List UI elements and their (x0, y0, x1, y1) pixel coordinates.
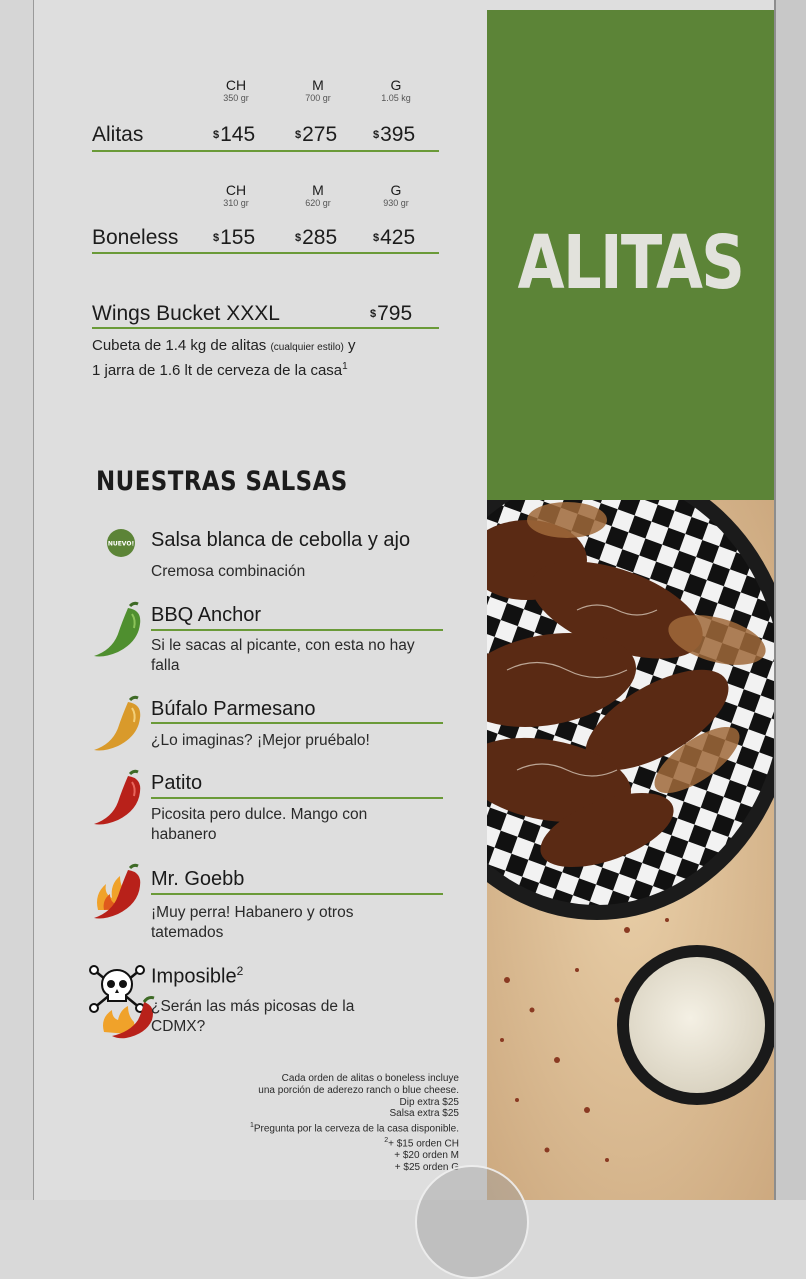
boneless-size-g (366, 183, 426, 209)
size-weight: 700 gr (305, 93, 331, 103)
alitas-size-g (366, 78, 426, 104)
new-badge-icon (106, 528, 136, 563)
yellow-chili-icon (92, 694, 148, 757)
size-label: G (390, 182, 402, 198)
alitas-size-m (288, 78, 348, 104)
wings-photo (487, 500, 774, 1200)
flaming-chili-icon (92, 862, 148, 925)
boneless-price-m: $285 (295, 226, 338, 249)
section-title: ALITAS (517, 220, 744, 306)
sauce-name: Salsa blanca de cebolla y ajo (151, 529, 411, 551)
size-weight: 930 gr (383, 198, 409, 208)
boneless-price-g: $425 (373, 226, 416, 249)
size-label: M (312, 77, 324, 93)
alitas-price-m: $275 (295, 123, 338, 146)
bucket-rule (92, 327, 439, 329)
alitas-price-g: $395 (373, 123, 416, 146)
size-weight: 310 gr (223, 198, 249, 208)
boneless-price-ch: $155 (213, 226, 256, 249)
sauce-rule (151, 797, 443, 799)
section-header-panel (487, 10, 774, 500)
alitas-size-ch (206, 78, 266, 104)
size-label: G (390, 77, 402, 93)
sauce-name: Patito (151, 772, 203, 794)
size-weight: 620 gr (305, 198, 331, 208)
salsas-title: NUESTRAS SALSAS (96, 466, 348, 497)
green-chili-icon (92, 600, 148, 663)
size-label: CH (225, 182, 247, 198)
floating-round-button[interactable] (415, 1165, 529, 1279)
alitas-name: Alitas (92, 123, 144, 146)
sauce-name: Imposible$^2$ (151, 964, 244, 988)
sauce-rule (151, 893, 443, 895)
sauce-name: Búfalo Parmesano (151, 698, 316, 720)
page-edge-left (0, 0, 34, 1200)
svg-text:NUEVO!: NUEVO! (107, 540, 135, 548)
boneless-size-ch (206, 183, 266, 209)
sauce-rule (151, 629, 443, 631)
sauce-rule (151, 722, 443, 724)
bucket-description: Cubeta de 1.4 kg de alitas (cualquier estilo) y 1 jarra de 1.6 lt de cerveza de la casa$^1$ (92, 337, 356, 379)
sauce-name: BBQ Anchor (151, 604, 262, 626)
boneless-rule (92, 252, 439, 254)
boneless-name: Boneless (92, 226, 179, 249)
alitas-rule (92, 150, 439, 152)
red-chili-icon (92, 768, 148, 831)
sauce-desc: Cremosa combinación (151, 563, 306, 580)
bucket-name: Wings Bucket XXXL (92, 302, 280, 325)
footnotes: Cada orden de alitas o boneless incluye una porción de aderezo ranch o blue cheese. Dip extra $25 Salsa extra $25 $^1$Pregunta por la cerveza de la casa disponible. $^2$+ $15 orden CH + $20 orden M + $25 orden G (249, 1073, 459, 1174)
size-weight: 350 gr (223, 93, 249, 103)
sauce-desc: ¡Muy perra! Habanero y otros tatemados (151, 904, 354, 941)
boneless-size-m (288, 183, 348, 209)
page-edge-right (776, 0, 806, 1200)
alitas-price-ch: $145 (213, 123, 256, 146)
sauce-desc: ¿Lo imaginas? ¡Mejor pruébalo! (151, 732, 370, 749)
size-weight: 1.05 kg (381, 93, 411, 103)
skull-chili-icon (88, 962, 158, 1045)
size-label: M (312, 182, 324, 198)
size-label: CH (225, 77, 247, 93)
sauce-desc: Picosita pero dulce. Mango con habanero (151, 806, 368, 843)
bucket-price: $795 (370, 302, 413, 325)
sauce-desc: Si le sacas al picante, con esta no hay falla (151, 637, 415, 674)
sauce-name: Mr. Goebb (151, 868, 245, 890)
sauce-desc: ¿Serán las más picosas de la CDMX? (151, 998, 355, 1035)
